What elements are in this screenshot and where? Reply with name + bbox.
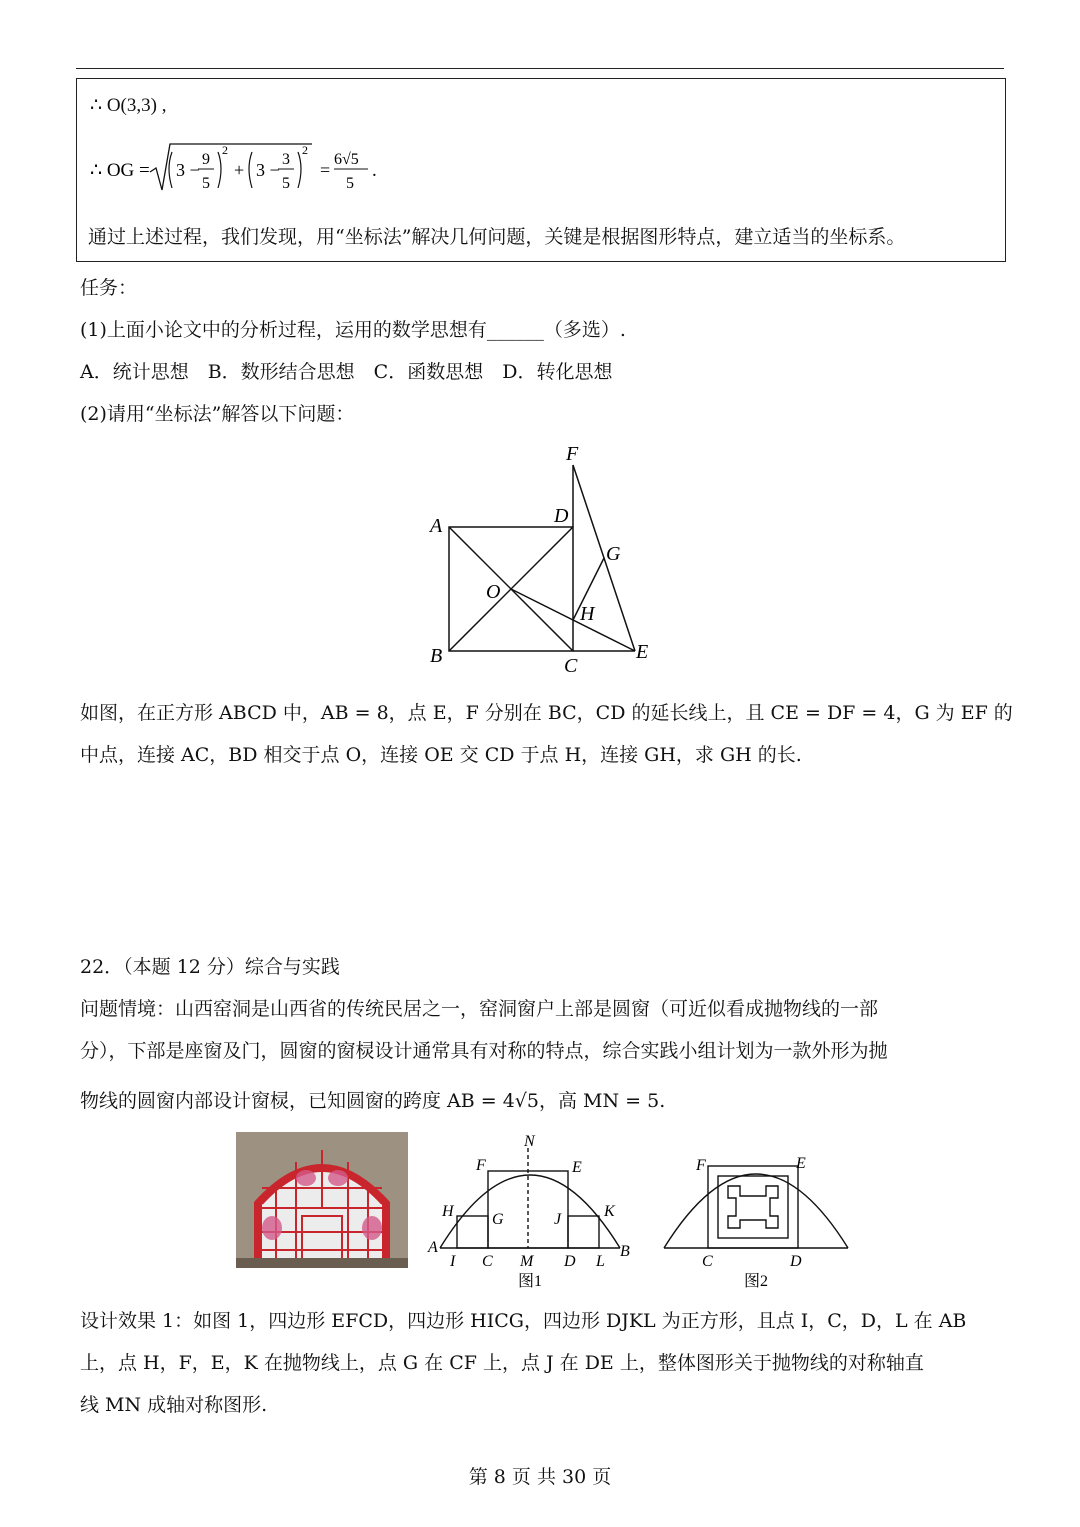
parabola	[440, 1175, 620, 1248]
og-term1-num: 9	[202, 151, 210, 168]
label-e: E	[636, 641, 649, 663]
og-lhs: ∴ OG =	[90, 160, 150, 181]
task-heading: 任务：	[80, 277, 138, 299]
f1-label-h: H	[442, 1203, 454, 1220]
page-footer: 第 8 页 共 30 页	[468, 1466, 612, 1488]
label-a: A	[430, 515, 443, 537]
solution-line-o: ∴ O(3,3) ,	[90, 95, 167, 116]
f1-label-c: C	[482, 1253, 493, 1270]
label-f: F	[566, 443, 579, 465]
figure-1-svg	[426, 1130, 636, 1290]
window-photo	[236, 1132, 408, 1268]
task-q2: (2)请用“坐标法”解答以下问题：	[80, 403, 355, 425]
design-line-2: 上，点 H，F，E，K 在抛物线上，点 G 在 CF 上，点 J 在 DE 上，整体图形关于抛物线的对称轴直	[80, 1352, 924, 1374]
f1-label-d: D	[564, 1253, 576, 1270]
design-line-1: 设计效果 1：如图 1，四边形 EFCD，四边形 HICG，四边形 DJKL 为正方形，且点 I，C，D，L 在 AB	[80, 1310, 967, 1332]
og-term1-exp: 2	[222, 143, 228, 157]
label-h: H	[580, 603, 595, 625]
og-result-den: 5	[346, 175, 354, 192]
og-term2-num: 3	[282, 151, 290, 168]
square-figure-svg	[420, 440, 660, 680]
label-c: C	[564, 655, 578, 677]
q22-paragraph-2: 分），下部是座窗及门，圆窗的窗棂设计通常具有对称的特点，综合实践小组计划为一款外形为抛	[80, 1040, 888, 1062]
f1-label-n: N	[524, 1133, 535, 1150]
task-q1: (1)上面小论文中的分析过程，运用的数学思想有______（多选）.	[80, 319, 626, 341]
f2-label-d: D	[790, 1253, 802, 1270]
f1-label-l: L	[596, 1253, 605, 1270]
og-eq: =	[320, 160, 331, 180]
og-term1-den: 5	[202, 175, 210, 192]
og-term2-a: 3 −	[256, 160, 280, 180]
q22-heading: 22．（本题 12 分）综合与实践	[80, 956, 340, 978]
og-plus: +	[234, 160, 245, 180]
f1-label-m: M	[520, 1253, 534, 1270]
figure-2-caption: 图2	[744, 1273, 769, 1290]
og-term1-a: 3 −	[176, 160, 200, 180]
f2-lattice	[728, 1186, 778, 1228]
f2-parabola	[664, 1174, 848, 1248]
f2-label-c: C	[702, 1253, 713, 1270]
square-hicg	[457, 1216, 488, 1248]
f1-label-a: A	[428, 1239, 438, 1256]
design-line-3: 线 MN 成轴对称图形.	[80, 1394, 268, 1416]
label-b: B	[430, 645, 443, 667]
window-photo-svg	[236, 1132, 408, 1268]
top-rule	[76, 68, 1004, 69]
og-result-num: 6√5	[334, 151, 359, 168]
f1-label-e: E	[572, 1159, 582, 1176]
q22-paragraph-1: 问题情境：山西窑洞是山西省的传统民居之一，窑洞窗户上部是圆窗（可近似看成抛物线的一部	[80, 998, 879, 1020]
figure-1-caption: 图1	[518, 1273, 543, 1290]
label-o: O	[486, 581, 501, 603]
task-options: A．统计思想 B．数形结合思想 C．函数思想 D．转化思想	[80, 361, 613, 383]
f2-outer-square	[708, 1166, 798, 1248]
f1-label-j: J	[554, 1211, 562, 1228]
f1-label-g: G	[492, 1211, 504, 1228]
problem-line-1: 如图，在正方形 ABCD 中，AB = 8，点 E，F 分别在 BC，CD 的延长线上，且 CE = DF = 4，G 为 EF 的	[80, 702, 1013, 724]
q22-paragraph-3: 物线的圆窗内部设计窗棂，已知圆窗的跨度 AB = 4√5，高 MN = 5.	[80, 1090, 666, 1112]
f1-label-k: K	[604, 1203, 615, 1220]
solution-conclusion: 通过上述过程，我们发现，用“坐标法”解决几何问题，关键是根据图形特点，建立适当的坐标系。	[88, 226, 906, 248]
og-formula-svg	[88, 138, 408, 204]
figure-2-svg	[656, 1140, 856, 1290]
f1-label-i: I	[450, 1253, 456, 1270]
figure-1	[426, 1130, 636, 1290]
f1-label-b: B	[620, 1243, 630, 1260]
square-figure	[420, 440, 660, 680]
og-end: .	[372, 160, 377, 181]
figure-2	[656, 1140, 856, 1290]
f2-label-e: E	[796, 1155, 806, 1172]
problem-line-2: 中点，连接 AC，BD 相交于点 O，连接 OE 交 CD 于点 H，连接 GH，求 GH 的长.	[80, 744, 802, 766]
label-d: D	[554, 505, 569, 527]
og-term2-den: 5	[282, 175, 290, 192]
f1-label-f: F	[476, 1157, 486, 1174]
square-djkl	[568, 1216, 599, 1248]
label-g: G	[606, 543, 621, 565]
og-formula	[88, 138, 408, 204]
og-term2-exp: 2	[302, 143, 308, 157]
f2-label-f: F	[696, 1157, 706, 1174]
